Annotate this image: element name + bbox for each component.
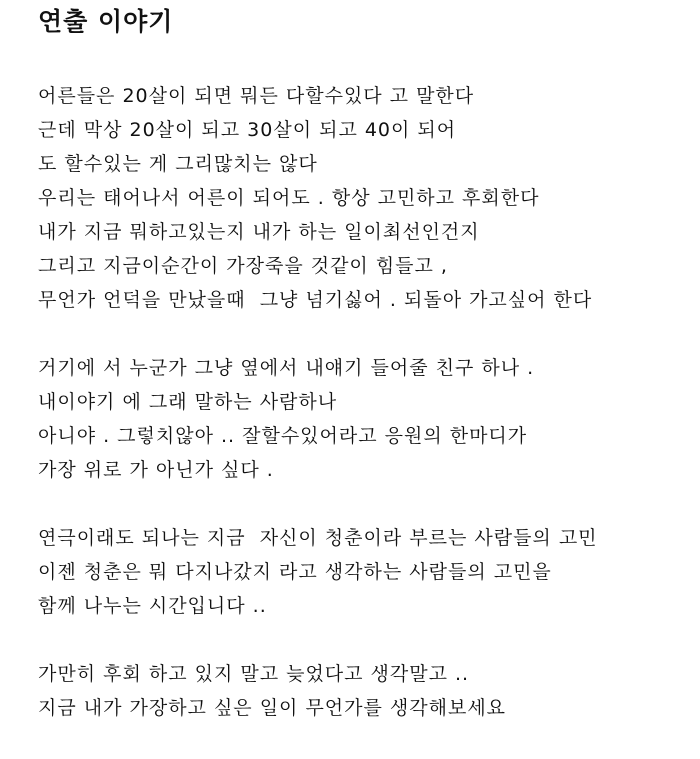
- paragraph-3: [38, 521, 700, 623]
- document-title: 연출 이야기: [38, 7, 174, 36]
- text-line: 도 할수있는 게 그리많치는 않다: [38, 153, 318, 175]
- text-line: 내이야기 에 그래 말하는 사람하나: [38, 391, 338, 413]
- text-line: 아니야 . 그렇치않아 .. 잘할수있어라고 응원의 한마디가: [38, 425, 528, 447]
- text-line: 우리는 태어나서 어른이 되어도 . 항상 고민하고 후회한다: [38, 187, 540, 209]
- text-line: 지금 내가 가장하고 싶은 일이 무언가를 생각해보세요: [38, 697, 507, 719]
- text-line: 거기에 서 누군가 그냥 옆에서 내얘기 들어줄 친구 하나 .: [38, 357, 535, 379]
- text-line: 내가 지금 뭐하고있는지 내가 하는 일이최선인건지: [38, 221, 480, 243]
- text-line: 무언가 언덕을 만났을때 그냥 넘기싫어 . 되돌아 가고싶어 한다: [38, 289, 593, 311]
- text-line: 어른들은 20살이 되면 뭐든 다할수있다 고 말한다: [38, 85, 475, 107]
- document-body: [38, 79, 700, 759]
- text-line: 함께 나누는 시간입니다 ..: [38, 595, 267, 617]
- paragraph-1: [38, 79, 700, 317]
- text-line: 가장 위로 가 아닌가 싶다 .: [38, 459, 274, 481]
- paragraph-2: [38, 351, 700, 487]
- paragraph-4: [38, 657, 700, 725]
- text-line: 그리고 지금이순간이 가장죽을 것같이 힘들고 ,: [38, 255, 448, 277]
- text-line: 근데 막상 20살이 되고 30살이 되고 40이 되어: [38, 119, 457, 141]
- text-line: 이젠 청춘은 뭐 다지나갔지 라고 생각하는 사람들의 고민을: [38, 561, 552, 583]
- text-line: 연극이래도 되나는 지금 자신이 청춘이라 부르는 사람들의 고민: [38, 527, 598, 549]
- text-line: 가만히 후회 하고 있지 말고 늦었다고 생각말고 ..: [38, 663, 470, 685]
